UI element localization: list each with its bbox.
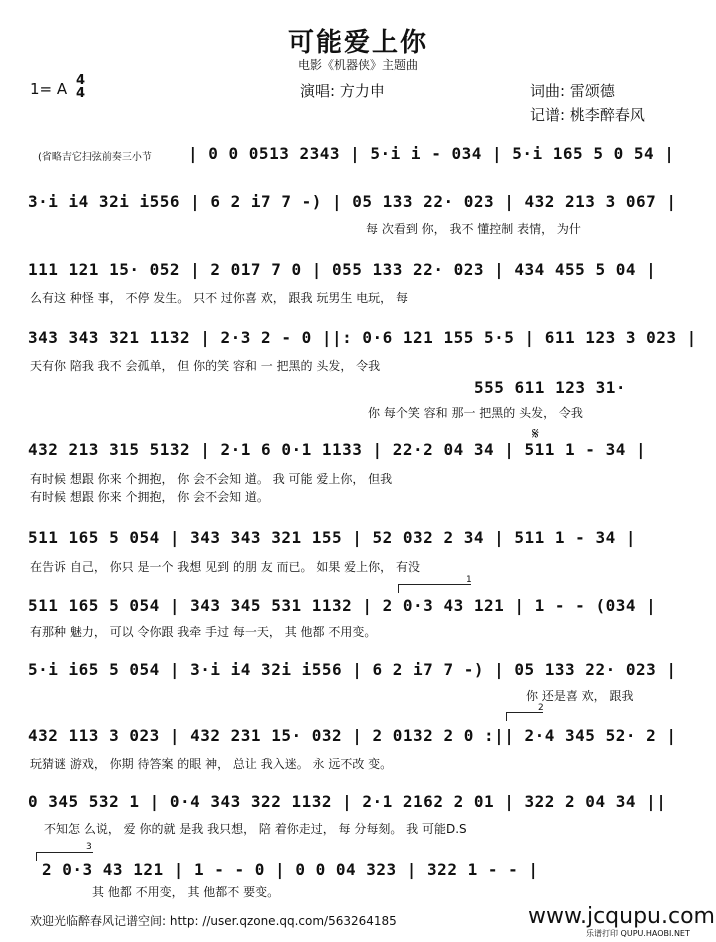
intro-note: (省略吉它扫弦前奏三小节 bbox=[38, 152, 152, 163]
lyric-line-4-alt: 你 每个笑 容和 那一 把黑的 头发， 令我 bbox=[368, 406, 583, 420]
lyric-line-5: 有时候 想跟 你来 个拥抱， 你 会不会知 道。 我 可能 爱上你， 但我 bbox=[30, 472, 393, 486]
composer: 词曲: 雷颂德 bbox=[530, 82, 615, 100]
site-logo-sub: 乐谱打印 QUPU.HAOBI.NET bbox=[586, 929, 690, 938]
ending-bracket-2 bbox=[506, 712, 543, 721]
footer-text: 欢迎光临醉春风记谱空间: http: //user.qzone.qq.com/563264185 bbox=[30, 914, 397, 928]
lyric-line-10: 不知怎 么说， 爱 你的就 是我 我只想， 陪 着你走过， 每 分每刻。 我 可能D.S bbox=[44, 822, 467, 836]
lyric-line-3: 么有这 种怪 事， 不停 发生。 只不 过你喜 欢， 跟我 玩男生 电玩， 每 bbox=[30, 291, 408, 305]
score-line-1: | 0 0 0513 2343 | 5·i i - 034 | 5·i 165 5 0 54 | bbox=[188, 144, 675, 163]
score-line-10: 0 345 532 1 | 0·4 343 322 1132 | 2·1 2162 2 01 | 322 2 04 34 || bbox=[28, 792, 667, 811]
transcriber: 记谱: 桃李醉春风 bbox=[530, 106, 645, 124]
lyric-line-6: 在告诉 自己， 你只 是一个 我想 见到 的朋 友 而已。 如果 爱上你， 有没 bbox=[30, 560, 420, 574]
score-line-4: 343 343 321 1132 | 2·3 2 - 0 ||: 0·6 121 155 5·5 | 611 123 3 023 | bbox=[28, 328, 697, 347]
time-sig-top: 4 bbox=[76, 73, 86, 88]
lyric-line-8: 你 还是喜 欢， 跟我 bbox=[526, 689, 634, 703]
song-subtitle: 电影《机器侠》主题曲 bbox=[297, 58, 418, 72]
singer: 演唱: 方力申 bbox=[300, 82, 385, 100]
ending-bracket-1 bbox=[398, 584, 471, 593]
ending-mark-1: 1 bbox=[466, 575, 472, 585]
ending-bracket-3 bbox=[36, 852, 93, 861]
lyric-line-7: 有那种 魅力， 可以 令你跟 我牵 手过 每一天， 其 他都 不用变。 bbox=[30, 625, 377, 639]
score-line-2: 3·i i4 32i i556 | 6 2 i7 7 -) | 05 133 22· 023 | 432 213 3 067 | bbox=[28, 192, 677, 211]
score-line-8: 5·i i65 5 054 | 3·i i4 32i i556 | 6 2 i7 7 -) | 05 133 22· 023 | bbox=[28, 660, 677, 679]
segno-sign: 𝄋 bbox=[532, 424, 539, 443]
song-title: 可能爱上你 bbox=[287, 28, 428, 58]
time-signature bbox=[76, 74, 85, 100]
lyric-line-11: 其 他都 不用变， 其 他都不 要变。 bbox=[92, 885, 280, 899]
lyric-line-5b: 有时候 想跟 你来 个拥抱， 你 会不会知 道。 bbox=[30, 490, 269, 504]
lyric-line-4: 天有你 陪我 我不 会孤单， 但 你的笑 容和 一 把黑的 头发， 令我 bbox=[30, 359, 381, 373]
time-sig-bottom: 4 bbox=[76, 86, 86, 101]
key-signature: 1= A bbox=[30, 80, 68, 98]
score-line-6: 511 165 5 054 | 343 343 321 155 | 52 032 2 34 | 511 1 - 34 | bbox=[28, 528, 636, 547]
lyric-line-2: 每 次看到 你， 我不 懂控制 表情， 为什 bbox=[366, 222, 581, 236]
lyric-line-9: 玩猜谜 游戏， 你期 待答案 的眼 神， 总让 我入迷。 永 远不改 变。 bbox=[30, 757, 393, 771]
ending-mark-3: 3 bbox=[86, 842, 92, 852]
score-line-3: 111 121 15· 052 | 2 017 7 0 | 055 133 22· 023 | 434 455 5 04 | bbox=[28, 260, 657, 279]
score-line-7: 511 165 5 054 | 343 345 531 1132 | 2 0·3 43 121 | 1 - - (034 | bbox=[28, 596, 657, 615]
site-logo: www.jcqupu.com bbox=[528, 904, 715, 929]
score-line-5: 432 213 315 5132 | 2·1 6 0·1 1133 | 22·2 04 34 | 511 1 - 34 | bbox=[28, 440, 647, 459]
score-line-11: 2 0·3 43 121 | 1 - - 0 | 0 0 04 323 | 322 1 - - | bbox=[42, 860, 539, 879]
ending-mark-2: 2 bbox=[538, 703, 544, 713]
score-line-9: 432 113 3 023 | 432 231 15· 032 | 2 0132 2 0 :|| 2·4 345 52· 2 | bbox=[28, 726, 677, 745]
score-line-4-alt: 555 611 123 31· bbox=[474, 378, 626, 397]
